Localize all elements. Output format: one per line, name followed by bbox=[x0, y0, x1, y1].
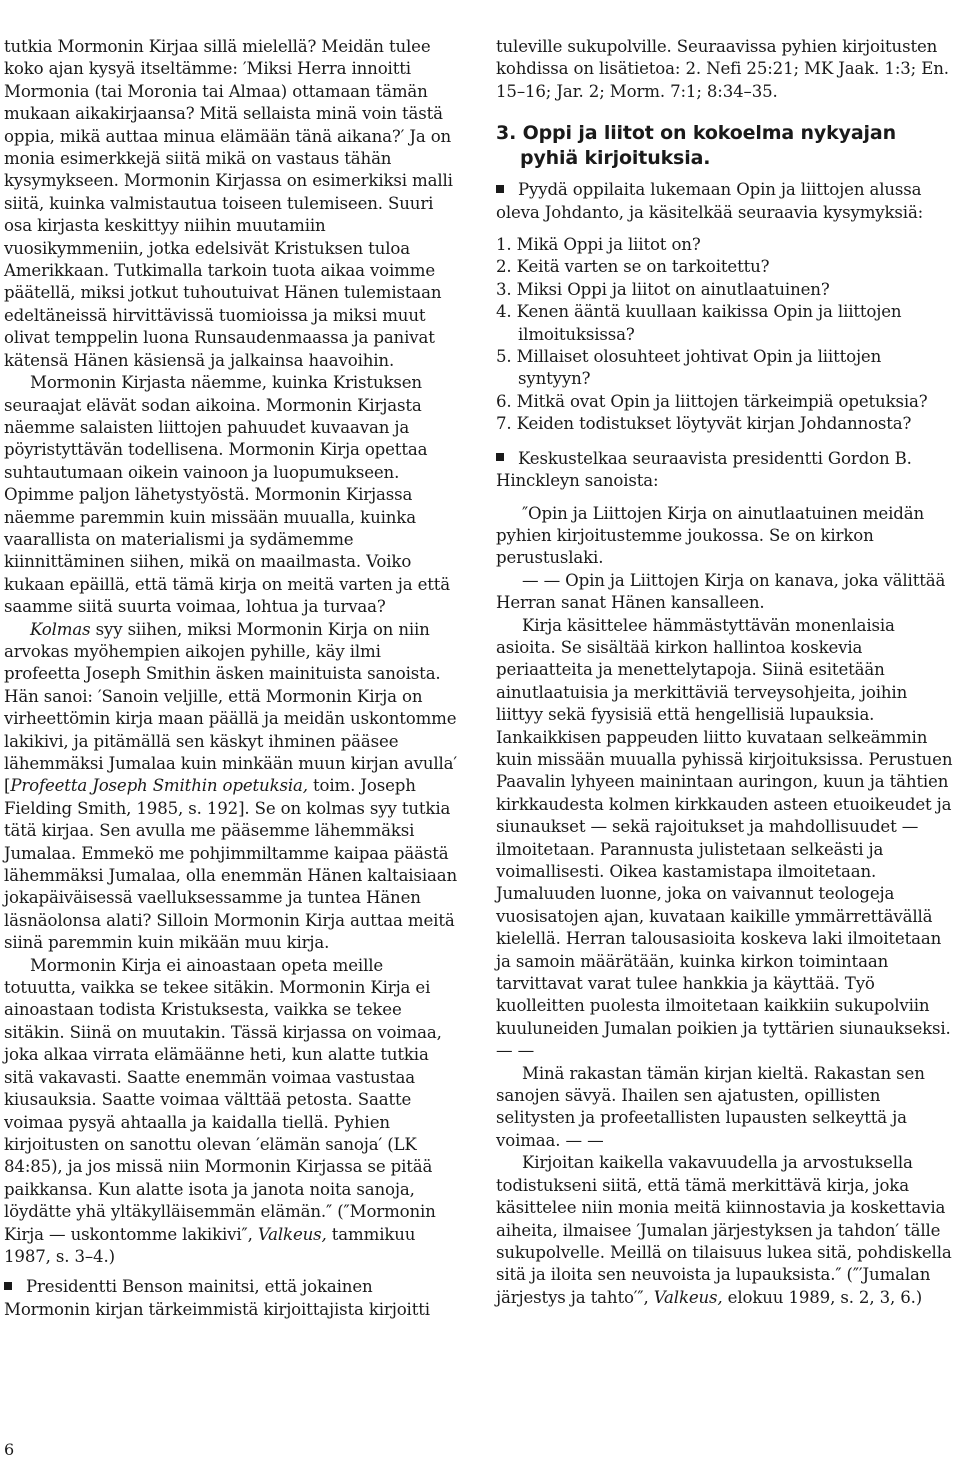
paragraph: Kolmas syy siihen, miksi Mormonin Kirja on niin arvokas myöhempien aikojen pyhille, käy ilmi profeetta Joseph Smithin äsken mainituista sanoista. Hän sanoi: ′Sanoin veljille, että Mormonin Kirja on virheettömin kirja maan päällä ja meidän uskontomme lakikivi, ja pitämällä sen käskyt ihminen pääsee lähemmäksi Jumalaa kuin minkään muun kirjan avulla′ [Profeetta Joseph Smithin opetuksia, toim. Joseph Fielding Smith, 1985, s. 192]. Se on kolmas syy tutkia tätä kirjaa. Sen avulla me pääsemme lähemmäksi Jumalaa. Emmekö me pohjimmiltamme kaipaa päästä lähemmäksi Jumalaa, olla enemmän Hänen kaltaisiaan jokapäiväisessä vaelluksessamme ja tuntea Hänen läsnäolonsa alati? Silloin Mormonin Kirja auttaa meitä siinä paremmin kuin mikään muu kirja. bbox=[4, 619, 458, 953]
list-item: 3. Miksi Oppi ja liitot on ainutlaatuinen? bbox=[496, 279, 830, 299]
list-item: 6. Mitkä ovat Opin ja liittojen tärkeimpiä opetuksia? bbox=[496, 391, 928, 411]
page-number: 6 bbox=[4, 1440, 15, 1459]
paragraph: tuleville sukupolville. Seuraavissa pyhien kirjoitusten kohdissa on lisätietoa: 2. Nefi 25:21; MK Jaak. 1:3; En. 15–16; Jar. 2; Morm. 7:1; 8:34–35. bbox=[496, 37, 949, 101]
citation-title: Profeetta Joseph Smithin opetuksia, bbox=[10, 776, 308, 796]
bullet-item: Pyydä oppilaita lukemaan Opin ja liittojen alussa oleva Johdanto, ja käsitelkää seuraavia kysymyksiä: bbox=[496, 180, 924, 222]
bullet-square-icon bbox=[4, 1282, 12, 1290]
list-item: 4. Kenen ääntä kuullaan kaikissa Opin ja liittojen ilmoituksissa? bbox=[496, 302, 902, 344]
quote-paragraph: Kirja käsittelee hämmästyttävän monenlaisia asioita. Se sisältää kirkon hallintoa koskevia periaatteita ja menettelytapoja. Siinä esitetään ainutlaatuisia ja merkittäviä terveysohjeita, joihin liittyy sekä fyysisiä että hengellisiä lupauksia. Iankaikkisen pappeuden liitto kuvataan selkeämmin kuin missään muualla pyhissä kirjoituksissa. Perustuen Paavalin lyhyeen mainintaan auringon, kuun ja tähtien kirkkaudesta kolmen kirkkauden asteen etuoikeudet ja siunaukset — sekä rajoitukset ja mahdollisuudet — ilmoitetaan. Parannusta julistetaan selkeästi ja voimallisesti. Oikea kastamistapa ilmoitetaan. Jumaluuden luonne, joka on vaivannut teologeja vuosisatojen ajan, kuvataan kaikille ymmärrettävällä kielellä. Herran talousasioita koskeva laki ilmoitetaan ja samoin määrätään, kuinka kirkon toimintaan tarvittavat varat tulee hankkia ja käyttää. Työ kuolleitten puolesta ilmoitetaan kaikkiin sukupolviin kuuluneiden Jumalan poikien ja tyttärien siunaukseksi. — — bbox=[496, 615, 953, 1061]
quote-paragraph: — — Opin ja Liittojen Kirja on kanava, joka välittää Herran sanat Hänen kansalleen. bbox=[496, 570, 946, 613]
quote-paragraph: ″Opin ja Liittojen Kirja on ainutlaatuinen meidän pyhien kirjoitustemme joukossa. Se on kirkon perustuslaki. bbox=[496, 503, 924, 568]
question-list bbox=[496, 234, 956, 436]
paragraph: Mormonin Kirja ei ainoastaan opeta meille totuutta, vaikka se tekee sitäkin. Mormonin Kirja ei ainoastaan todista Kristuksesta, vaikka se tekee sitäkin. Siinä on muutakin. Tässä kirjassa on voimaa, joka alkaa virrata elämäänne heti, kun alatte tutkia sitä vakavasti. Saatte enemmän voimaa vastustaa kiusauksia. Saatte voimaa välttää petosta. Saatte voimaa pysyä ahtaalla ja kaidalla tiellä. Pyhien kirjoitusten on sanottu olevan ′elämän sanoja′ (LK 84:85), ja jos missä niin Mormonin Kirjassa se pitää paikkansa. Kun alatte isota ja janota noita sanoja, löydätte yhä yltäkylläisemmän elämän.″ (″Mormonin Kirja — uskontomme lakikivi″, Valkeus, tammikuu 1987, s. 3–4.) bbox=[4, 955, 442, 1266]
citation-title: Valkeus, bbox=[257, 1224, 327, 1244]
paragraph: Mormonin Kirjasta näemme, kuinka Kristuksen seuraajat elävät sodan aikoina. Mormonin Kirjasta näemme salaisten liittojen pahuudet kuvaavan ja pöyristyttävän todellisena. Mormonin Kirja opettaa suhtautumaan oikein vainoon ja luopumukseen. Opimme paljon lähetystyöstä. Mormonin Kirjassa näemme paremmin kuin missään muualla, kuinka vaarallista on materialismi ja sydämemme kiinnittäminen siihen, mikä on maailmasta. Voiko kukaan epäillä, että tämä kirja on meitä varten ja että saamme siitä suurta voimaa, lohtua ja turvaa? bbox=[4, 373, 451, 617]
list-item: 2. Keitä varten se on tarkoitettu? bbox=[496, 257, 770, 277]
quote-paragraph: Minä rakastan tämän kirjan kieltä. Rakastan sen sanojen sävyä. Ihailen sen ajatusten, opillisten selitysten ja profeetallisten lupausten selkeyttä ja voimaa. — — bbox=[496, 1063, 925, 1150]
section-heading: 3. Oppi ja liitot on kokoelma nykyajan pyhiä kirjoituksia. bbox=[496, 122, 896, 170]
bullet-square-icon bbox=[496, 185, 504, 193]
bullet-item: Keskustelkaa seuraavista presidentti Gordon B. Hinckleyn sanoista: bbox=[496, 448, 912, 491]
list-item: 1. Mikä Oppi ja liitot on? bbox=[496, 235, 701, 255]
emphasis: Kolmas bbox=[30, 619, 91, 639]
paragraph: tutkia Mormonin Kirjaa sillä mielellä? Meidän tulee koko ajan kysyä itseltämme: ′Miksi Herra innoitti Mormonia (tai Moronia tai Almaa) ottamaan tämän mukaan aikakirjaansa? Mitä sellaista minä voin tästä oppia, mikä auttaa minua elämään tänä aikana?′ Ja on monia esimerkkejä siitä mikä on vastaus tähän kysymykseen. Mormonin Kirjassa on esimerkiksi malli siitä, kuinka valmistautua toiseen tulemiseen. Suuri osa kirjasta keskittyy niihin muutamiin vuosikymmeniin, jotka edelsivät Kristuksen tuloa Amerikkaan. Tutkimalla tarkoin tuota aikaa voimme päätellä, miksi jotkut tuhoutuivat Hänen tulemistaan edeltäneissä hirvittävissä tuomioissa ja miksi muut olivat temppelin luona Runsaudenmaassa ja panivat kätensä Hänen käsiensä ja jalkainsa haavoihin. bbox=[4, 37, 453, 370]
left-column bbox=[4, 36, 458, 1321]
list-item: 5. Millaiset olosuhteet johtivat Opin ja liittojen syntyyn? bbox=[496, 347, 882, 389]
bullet-square-icon bbox=[496, 453, 504, 461]
list-item: 7. Keiden todistukset löytyvät kirjan Johdannosta? bbox=[496, 414, 912, 434]
bullet-item: Presidentti Benson mainitsi, että jokainen Mormonin kirjan tärkeimmistä kirjoittajista kirjoitti bbox=[4, 1277, 430, 1319]
right-column bbox=[496, 36, 956, 1309]
citation-title: Valkeus, bbox=[653, 1287, 723, 1307]
quote-paragraph: Kirjoitan kaikella vakavuudella ja arvostuksella todistukseni siitä, että tämä merkittävä kirja, joka käsittelee niin monia meitä kiinnostavia ja koskettavia aiheita, ilmaisee ′Jumalan järjestyksen ja tahdon′ tälle sukupolvelle. Meillä on tilaisuus lukea sitä, pohdiskella sitä ja iloita sen neuvoista ja lupauksista.″ (″′Jumalan järjestys ja tahto′″, Valkeus, elokuu 1989, s. 2, 3, 6.) bbox=[496, 1153, 952, 1307]
